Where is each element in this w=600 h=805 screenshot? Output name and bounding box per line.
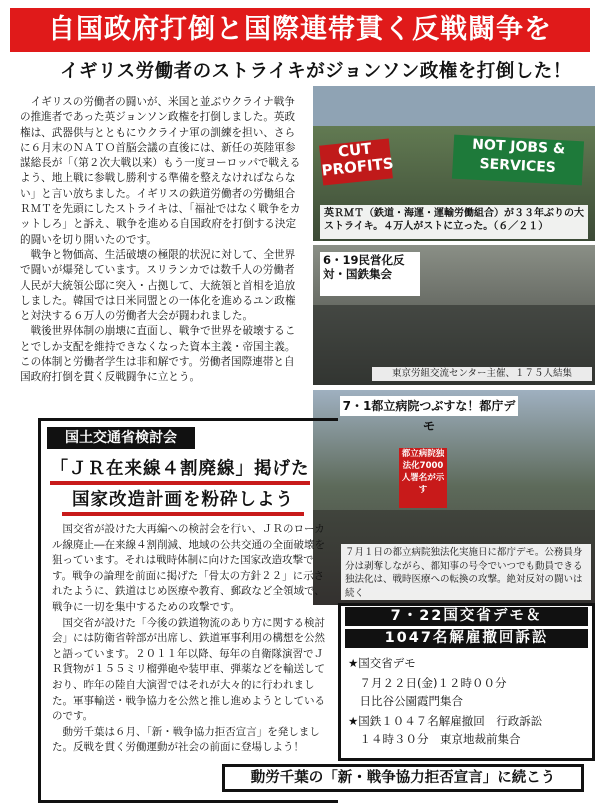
sub-headline: イギリス労働者のストライキがジョンソン政権を打倒した！: [60, 61, 572, 82]
photo-label: 7・1都立病院つぶすな！都庁デモ: [340, 396, 518, 416]
article-uk-strike: [20, 95, 305, 407]
article-paragraph: イギリスの労働者の闘いが、米国と並ぶウクライナ戦争の推進者であった英ジョンソン政権を打倒しました。英政権は、武器供与とともにウクライナ軍の訓練を担い、さらに６月末のＮＡＴＯ首脳会議の直後には、新任の英陸軍参謀総長が「（第２次大戦以来）もう一度ヨーロッパで戦えるよう、地上戦に参戦し勝利する準備を整えなければならない」と言い放ちました。イギリスの鉄道労働者の労働組合ＲＭＴを先頭にしたストライキは、「福祉ではなく戦争をカットしろ」と訴え、戦争を進める自国政府を打倒する決定的闘いを切り開いたのです。: [20, 96, 301, 246]
notice-line: 日比谷公園霞門集合: [348, 694, 463, 708]
notice-line: ７月２２日(金)１２時００分: [348, 676, 507, 690]
notice-line: ★国交省デモ: [348, 656, 416, 670]
notice-line: １４時３０分 東京地裁前集合: [348, 732, 521, 746]
notice-title: 1047名解雇撤回訴訟: [345, 629, 588, 648]
article-paragraph: 戦後世界体制の崩壊に直面し、戦争で世界を破壊することでしか支配を維持できなくなった資本主義・帝国主義。この体制と労働者学生は非和解です。労働者国際連帯と自国政府打倒を貫く反戦闘争に立とう。: [20, 325, 296, 384]
article-mlit: [52, 522, 330, 782]
photo-caption: ７月１日の都立病院独法化実施日に都庁デモ。公務員身分は剥奪しながら、都知事の号令でいつでも動員できる独法化は、戦時医療への転換の攻撃。絶対反対の闘いは続く: [341, 544, 591, 600]
footer-slogan: 動労千葉の「新・戦争協力拒否宣言」に続こう: [222, 764, 584, 792]
section-heading: 国家改造計画を粉砕しよう: [62, 488, 304, 516]
notice-line: ★国鉄１０４７名解雇撤回 行政訴訟: [348, 714, 543, 728]
photo-caption: 英ＲＭＴ（鉄道・海運・運輸労働組合）が３３年ぶりの大ストライキ。４万人がストに立った。（６／２１）: [320, 205, 588, 239]
section-tag: 国土交通省検討会: [47, 427, 195, 449]
main-headline-banner: 自国政府打倒と国際連帯貫く反戦闘争を: [10, 8, 590, 52]
article-paragraph: 戦争と物価高、生活破壊の極限的状況に対して、全世界で闘いが爆発しています。スリランカでは数千人の労働者人民が大統領公邸に突入・占拠して、大統領と首相を追放しました。韓国では日米同盟との一体化を進めるユン政権と対決する６万人の労働者大会が闘われました。: [20, 248, 296, 323]
demo-sign: 都立病院独法化7000人署名が示す: [399, 448, 447, 508]
photo-caption: 東京労組交流センター主催、１７５人結集: [372, 367, 592, 381]
section-heading: 「ＪＲ在来線４割廃線」掲げた: [50, 457, 310, 485]
sign-not-jobs: NOT JOBS & SERVICES: [452, 135, 584, 186]
photo-label: 6・19民営化反対・国鉄集会: [320, 252, 420, 296]
notice-title: 7・22国交省デモ＆: [345, 607, 588, 626]
article-paragraph: 国交省が設けた「今後の鉄道物流のあり方に関する検討会」には防衛省幹部が出席し、鉄道軍事利用の構想を公然と語っています。２０１１年以降、毎年の自衛隊演習でＪＲ貨物が１５５ミリ榴弾砲や装甲車、弾薬などを輸送しており、昨年の陸自大演習ではそれが大々的に行われました。軍事輸送・戦争協力を公然と推し進めようとしているのです。: [52, 616, 325, 723]
article-paragraph: 動労千葉は６月、「新・戦争協力拒否宣言」を発しました。反戦を貫く労働運動が社会の前面に登場しよう！: [52, 725, 320, 754]
sign-cut-profits: CUT PROFITS: [319, 138, 393, 185]
article-paragraph: 国交省が設けた大再編への検討会を行い、ＪＲのローカル線廃止―在来線４割削減、地域の公共交通の全面破壊を狙っています。それは戦時体制に向けた国家改造攻撃です。戦争の論理を前面に掲げた「骨太の方針２２」に示されたように、鉄道はじめ医療や教育、郵政など全領域で、戦争に一切を集中するための攻撃です。: [52, 523, 325, 613]
